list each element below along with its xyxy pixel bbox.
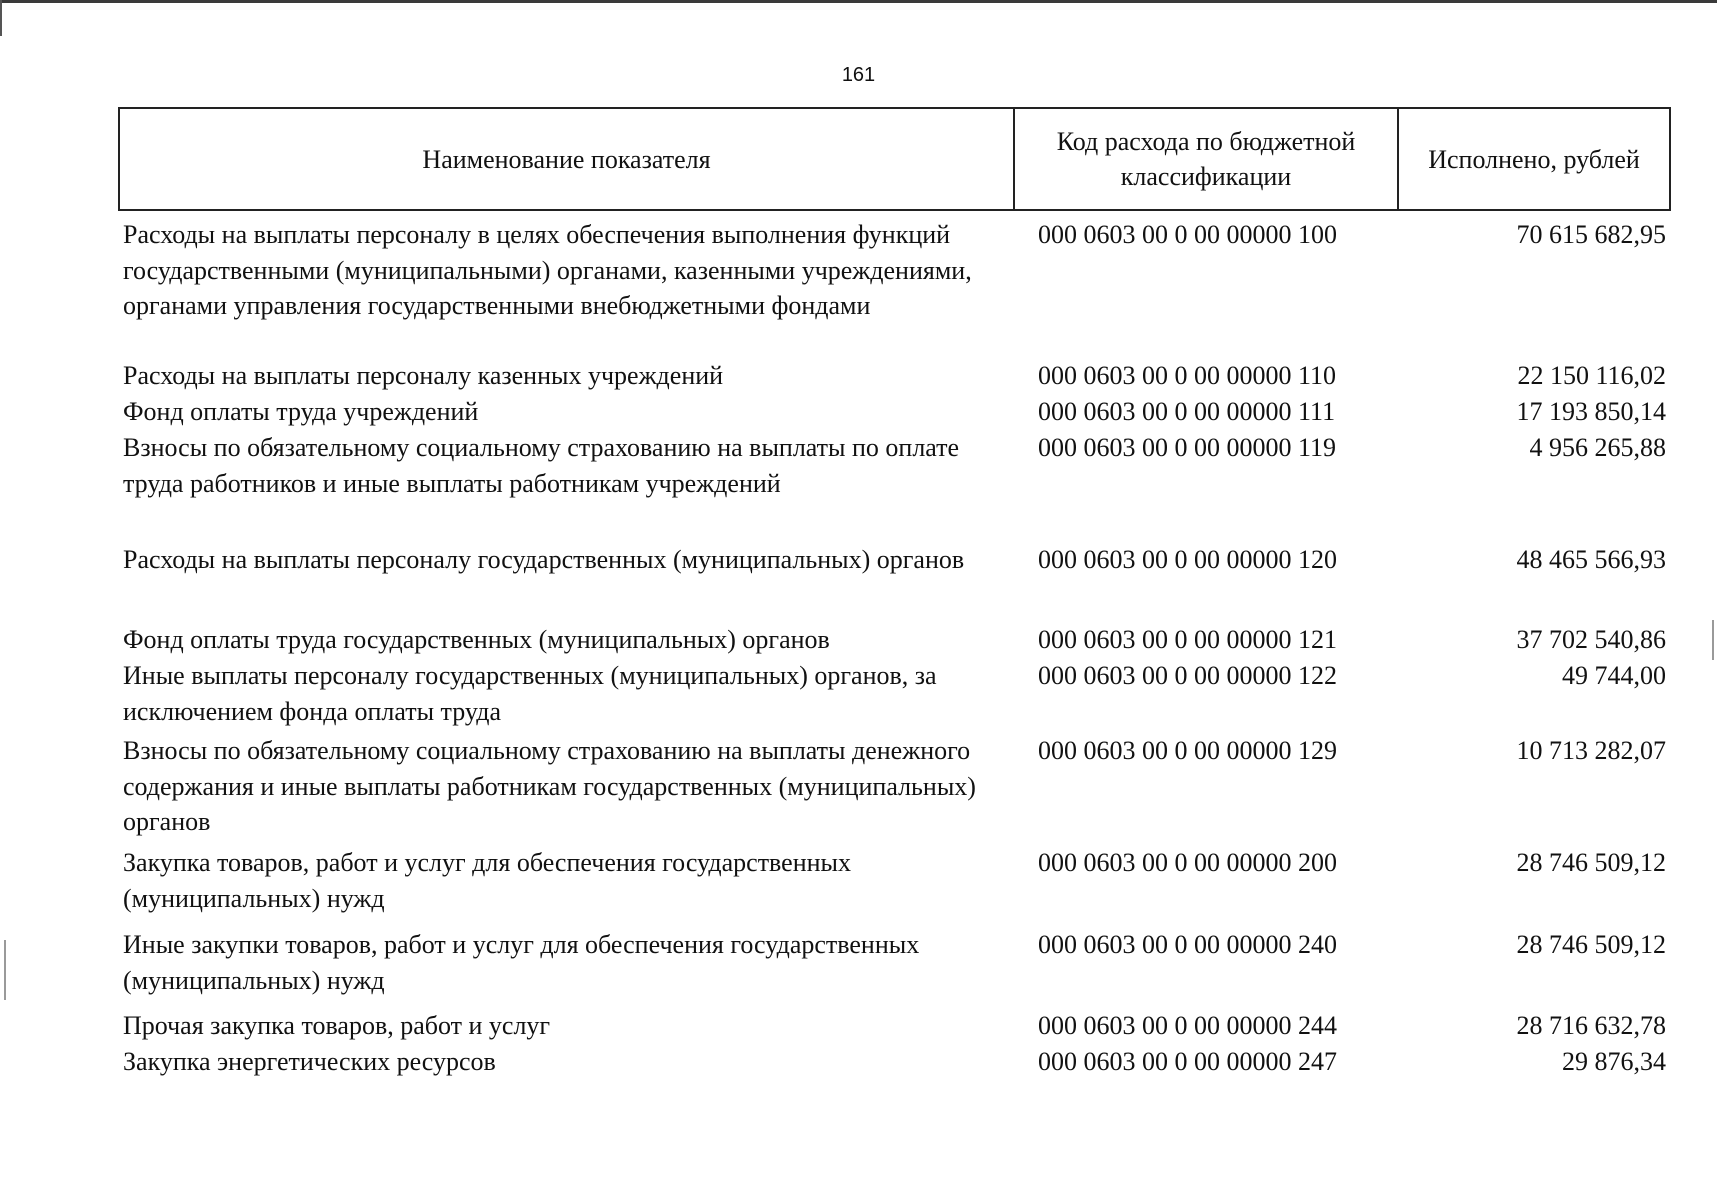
table-row	[119, 430, 1670, 542]
scan-artifact-right	[1712, 620, 1714, 660]
row-amount: 10 713 282,07	[1516, 736, 1666, 765]
row-code: 000 0603 00 0 00 00000 119	[1038, 433, 1337, 462]
row-name: Расходы на выплаты персоналу казенных учреждений	[123, 361, 724, 390]
row-name: Расходы на выплаты персоналу в целях обеспечения выполнения функций государственными (муниципальными) органами, казенными учреждениями, органами управления государственными внебюджетными фондами	[123, 220, 972, 320]
row-amount: 22 150 116,02	[1517, 361, 1666, 390]
table-body	[119, 210, 1670, 1080]
row-code: 000 0603 00 0 00 00000 244	[1038, 1011, 1337, 1040]
row-code: 000 0603 00 0 00 00000 120	[1038, 545, 1337, 574]
row-name: Иные выплаты персоналу государственных (муниципальных) органов, за исключением фонда оплаты труда	[123, 661, 937, 726]
table-row	[119, 358, 1670, 394]
row-code: 000 0603 00 0 00 00000 110	[1038, 361, 1337, 390]
row-amount: 37 702 540,86	[1516, 625, 1666, 654]
row-amount: 28 716 632,78	[1516, 1011, 1666, 1040]
row-name: Закупка энергетических ресурсов	[123, 1047, 496, 1076]
row-name: Взносы по обязательному социальному страхованию на выплаты по оплате труда работников и иные выплаты работникам учреждений	[123, 433, 960, 498]
row-name: Фонд оплаты труда государственных (муниципальных) органов	[123, 625, 830, 654]
row-amount: 28 746 509,12	[1516, 848, 1666, 877]
scan-artifact-left	[4, 940, 6, 1000]
row-code: 000 0603 00 0 00 00000 247	[1038, 1047, 1337, 1076]
table-row	[119, 622, 1670, 658]
row-name: Взносы по обязательному социальному страхованию на выплаты денежного содержания и иные выплаты работникам государственных (муниципальных) органов	[123, 736, 976, 836]
scan-border-left	[0, 0, 2, 36]
row-amount: 49 744,00	[1562, 661, 1666, 690]
row-code: 000 0603 00 0 00 00000 121	[1038, 625, 1337, 654]
row-name: Фонд оплаты труда учреждений	[123, 397, 479, 426]
table-row	[119, 733, 1670, 845]
table-row	[119, 542, 1670, 622]
table-row	[119, 394, 1670, 430]
table-row	[119, 1008, 1670, 1044]
table-row	[119, 210, 1670, 358]
scan-border-top	[0, 0, 1717, 3]
row-code: 000 0603 00 0 00 00000 100	[1038, 220, 1337, 249]
row-code: 000 0603 00 0 00 00000 122	[1038, 661, 1337, 690]
table-header-row	[119, 108, 1670, 210]
row-amount: 48 465 566,93	[1516, 545, 1666, 574]
row-code: 000 0603 00 0 00 00000 240	[1038, 930, 1337, 959]
header-indicator-name: Наименование показателя	[119, 108, 1014, 210]
row-amount: 4 956 265,88	[1529, 433, 1666, 462]
row-code: 000 0603 00 0 00 00000 129	[1038, 736, 1337, 765]
header-amount-executed: Исполнено, рублей	[1398, 108, 1670, 210]
table-row	[119, 845, 1670, 927]
row-amount: 17 193 850,14	[1516, 397, 1666, 426]
row-name: Иные закупки товаров, работ и услуг для обеспечения государственных (муниципальных) нужд	[123, 930, 920, 995]
row-code: 000 0603 00 0 00 00000 111	[1038, 397, 1336, 426]
row-name: Закупка товаров, работ и услуг для обеспечения государственных (муниципальных) нужд	[123, 848, 852, 913]
expenditure-report-table	[118, 107, 1671, 1080]
row-amount: 70 615 682,95	[1516, 220, 1666, 249]
table-row	[119, 658, 1670, 733]
row-code: 000 0603 00 0 00 00000 200	[1038, 848, 1337, 877]
row-name: Расходы на выплаты персоналу государственных (муниципальных) органов	[123, 545, 965, 574]
table-header	[119, 108, 1670, 210]
table-row	[119, 1044, 1670, 1080]
row-amount: 29 876,34	[1562, 1047, 1666, 1076]
row-amount: 28 746 509,12	[1516, 930, 1666, 959]
table-row	[119, 927, 1670, 1008]
header-budget-code: Код расхода по бюджетной классификации	[1014, 108, 1398, 210]
row-name: Прочая закупка товаров, работ и услуг	[123, 1011, 551, 1040]
page-number: 161	[841, 64, 876, 86]
